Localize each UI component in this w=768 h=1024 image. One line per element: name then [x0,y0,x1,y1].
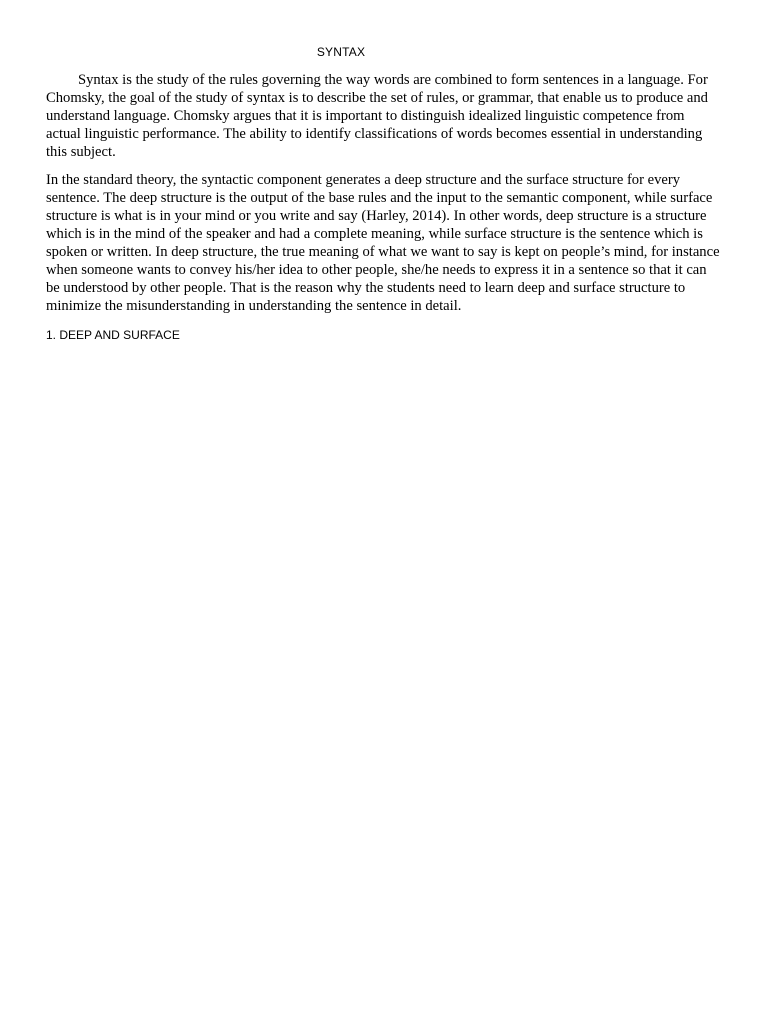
section-heading: 1. DEEP AND SURFACE [46,328,180,342]
page-title: SYNTAX [316,45,366,59]
paragraph-intro: Syntax is the study of the rules governing the way words are combined to form sentences in a language. For Chomsky, the goal of the study of syntax is to describe the set of rules, or grammar, that enable us to produce and understand language. Chomsky argues that it is important to distinguish idealized linguistic competence from actual linguistic performance. The ability to identify classifications of words becomes essential in understanding this subject. [46,72,708,160]
paragraph-standard-theory: In the standard theory, the syntactic component generates a deep structure and the surface structure for every sentence. The deep structure is the output of the base rules and the input to the semantic component, while surface structure is what is in your mind or you write and say (Harley, 2014). In other words, deep structure is a structure which is in the mind of the speaker and had a complete meaning, while surface structure is the sentence which is spoken or written. In deep structure, the true meaning of what we want to say is kept on people’s mind, for instance when someone wants to convey his/her idea to other people, she/he needs to express it in a sentence so that it can be understood by other people. That is the reason why the students need to learn deep and surface structure to minimize the misunderstanding in understanding the sentence in detail. [46,172,720,314]
